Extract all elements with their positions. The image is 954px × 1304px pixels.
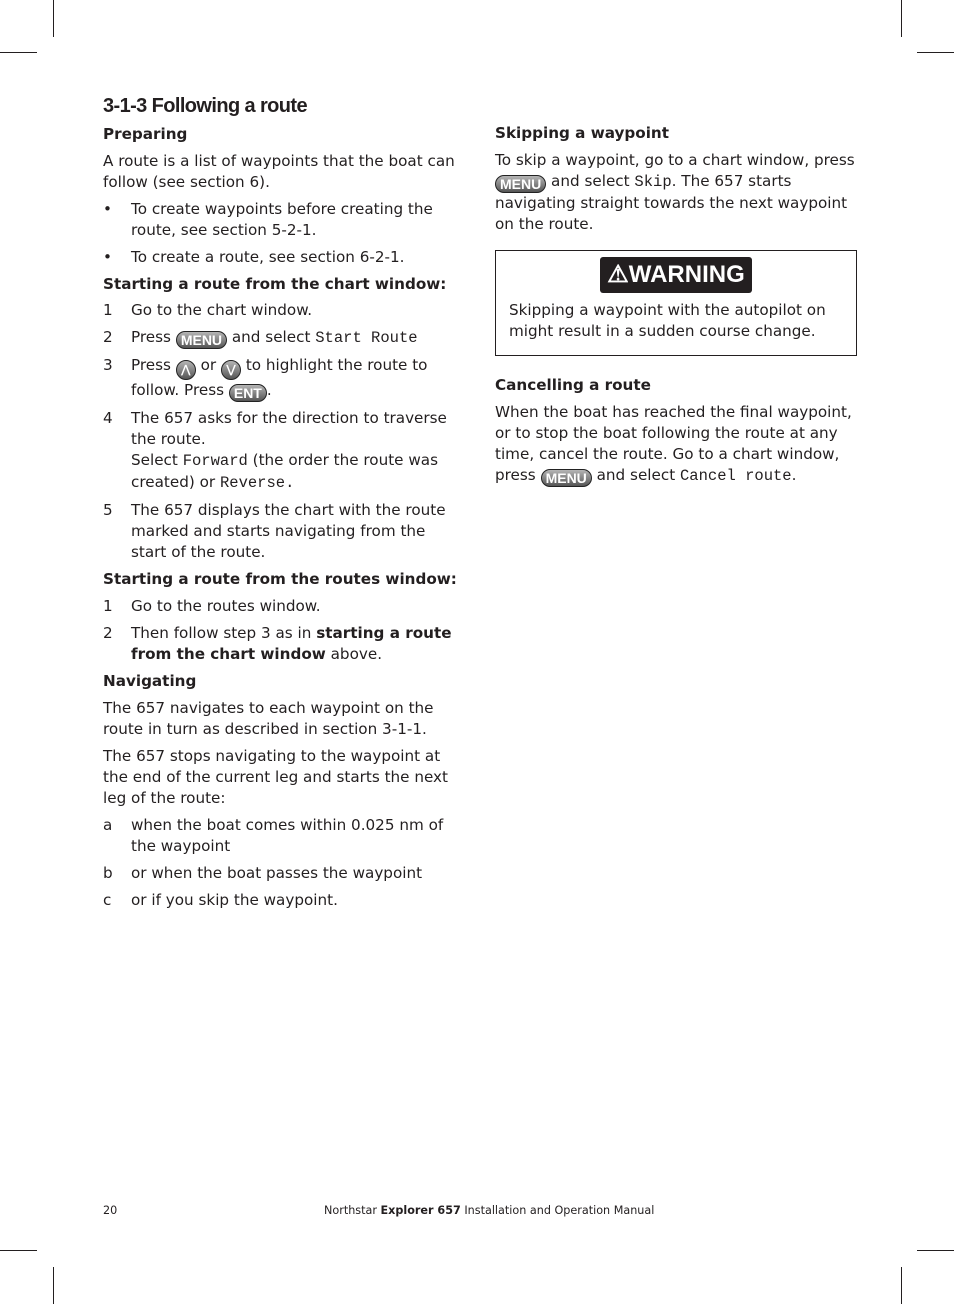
paragraph-part: . The 657 starts navigating straight towards the next waypoint on the route. <box>495 172 848 233</box>
routes-window-heading: Starting a route from the routes window: <box>103 570 457 588</box>
item-text: or when the boat passes the waypoint <box>131 864 423 882</box>
list-item <box>103 815 465 857</box>
step-text-part: and select <box>227 328 316 346</box>
navigating-heading: Navigating <box>103 672 197 690</box>
paragraph-part: To skip a waypoint, go to a chart window, press <box>495 151 855 169</box>
footer-rest: Installation and Operation Manual <box>460 1204 655 1217</box>
step-text-part: Press <box>131 356 176 374</box>
list-item <box>103 500 465 563</box>
step-number: 2 <box>103 624 113 642</box>
warning-title: WARNING <box>628 261 745 288</box>
item-text: or if you skip the waypoint. <box>131 891 338 909</box>
list-item <box>103 247 465 268</box>
menu-option-code: Start Route <box>315 329 418 347</box>
ent-key-icon: ENT <box>229 384 267 402</box>
step-text-part: . <box>266 381 272 399</box>
list-item <box>103 199 465 241</box>
menu-key-icon: MENU <box>495 175 546 193</box>
crop-mark <box>53 1267 54 1304</box>
menu-option-code: Cancel route <box>679 467 792 485</box>
warning-banner <box>600 257 752 293</box>
step-text <box>131 623 465 665</box>
item-letter: b <box>103 864 113 882</box>
footer-title <box>324 1204 654 1217</box>
skipping-paragraph <box>495 150 857 235</box>
list-item <box>103 890 465 911</box>
crop-mark <box>53 0 54 37</box>
crop-mark <box>0 1250 37 1251</box>
navigating-paragraph: The 657 stops navigating to the waypoint at the end of the current leg and starts the next leg of the route: <box>103 747 448 807</box>
bullet-marker: • <box>103 248 112 266</box>
paragraph-part: and select <box>591 466 680 484</box>
list-item <box>103 596 465 617</box>
warning-text: Skipping a waypoint with the autopilot on might result in a sudden course change. <box>509 301 826 340</box>
paragraph-part: and select <box>546 172 635 190</box>
step-text-part: Press <box>131 328 176 346</box>
navigating-paragraph: The 657 navigates to each waypoint on the route in turn as described in section 3-1-1. <box>103 699 434 738</box>
step-text: Go to the chart window. <box>131 301 313 319</box>
list-item <box>103 355 465 402</box>
crop-mark <box>901 0 902 37</box>
up-arrow-key-icon: ⋀ <box>176 360 196 380</box>
cancelling-heading: Cancelling a route <box>495 376 651 394</box>
step-text-part: (the order the route was created) or <box>131 451 438 491</box>
step-text <box>131 355 465 402</box>
page-number: 20 <box>103 1204 118 1217</box>
left-column <box>103 94 465 911</box>
menu-option-code: Skip <box>634 173 672 191</box>
section-title: 3-1-3 Following a route <box>103 95 307 117</box>
footer-brand: Northstar <box>324 1204 381 1217</box>
paragraph-part: . <box>791 466 797 484</box>
step-text-part: Select <box>131 451 183 469</box>
step-text-part: or <box>195 356 222 374</box>
option-code-forward: Forward <box>182 452 248 470</box>
right-column <box>495 123 857 487</box>
paragraph-part: When the boat has reached the final waypoint, or to stop the boat following the route at any time, cancel the route. Go to a chart window, press <box>495 403 852 484</box>
bullet-marker: • <box>103 200 112 218</box>
step-number: 5 <box>103 501 113 519</box>
crop-mark <box>901 1267 902 1304</box>
option-code-reverse: Reverse. <box>219 474 295 492</box>
step-number: 1 <box>103 301 113 319</box>
list-item <box>103 408 465 494</box>
list-item <box>103 863 465 884</box>
step-number: 3 <box>103 356 113 374</box>
step-text-part: Then follow step 3 as in <box>131 624 317 642</box>
preparing-heading: Preparing <box>103 125 188 143</box>
list-item <box>103 327 465 349</box>
item-letter: c <box>103 891 112 909</box>
step-number: 4 <box>103 409 113 427</box>
down-arrow-key-icon: ⋁ <box>221 360 241 380</box>
step-text: Go to the routes window. <box>131 597 321 615</box>
cross-reference: starting a route from the chart window <box>131 624 452 663</box>
skipping-heading: Skipping a waypoint <box>495 124 669 142</box>
crop-mark <box>917 52 954 53</box>
bullet-text: To create waypoints before creating the route, see section 5-2-1. <box>131 200 433 239</box>
warning-triangle-icon: ⚠ <box>607 261 629 288</box>
crop-mark <box>0 52 37 53</box>
list-item <box>103 300 465 321</box>
menu-key-icon: MENU <box>176 331 227 349</box>
step-text: The 657 displays the chart with the route marked and starts navigating from the start of the route. <box>131 501 446 561</box>
footer-model: Explorer 657 <box>380 1204 461 1217</box>
step-text <box>131 327 465 349</box>
menu-key-icon: MENU <box>541 469 592 487</box>
preparing-intro: A route is a list of waypoints that the boat can follow (see section 6). <box>103 152 455 191</box>
step-number: 1 <box>103 597 113 615</box>
step-text-part: to highlight the route to follow. Press <box>131 356 428 399</box>
step-text-part: above. <box>325 645 383 663</box>
item-text: when the boat comes within 0.025 nm of the waypoint <box>131 816 444 855</box>
item-letter: a <box>103 816 113 834</box>
bullet-text: To create a route, see section 6-2-1. <box>131 248 405 266</box>
step-text-part: The 657 asks for the direction to traverse the route. <box>131 409 447 448</box>
step-text <box>131 408 465 494</box>
warning-box <box>495 250 857 356</box>
chart-window-heading: Starting a route from the chart window: <box>103 275 447 293</box>
cancelling-paragraph <box>495 402 857 487</box>
list-item <box>103 623 465 665</box>
crop-mark <box>917 1250 954 1251</box>
step-number: 2 <box>103 328 113 346</box>
